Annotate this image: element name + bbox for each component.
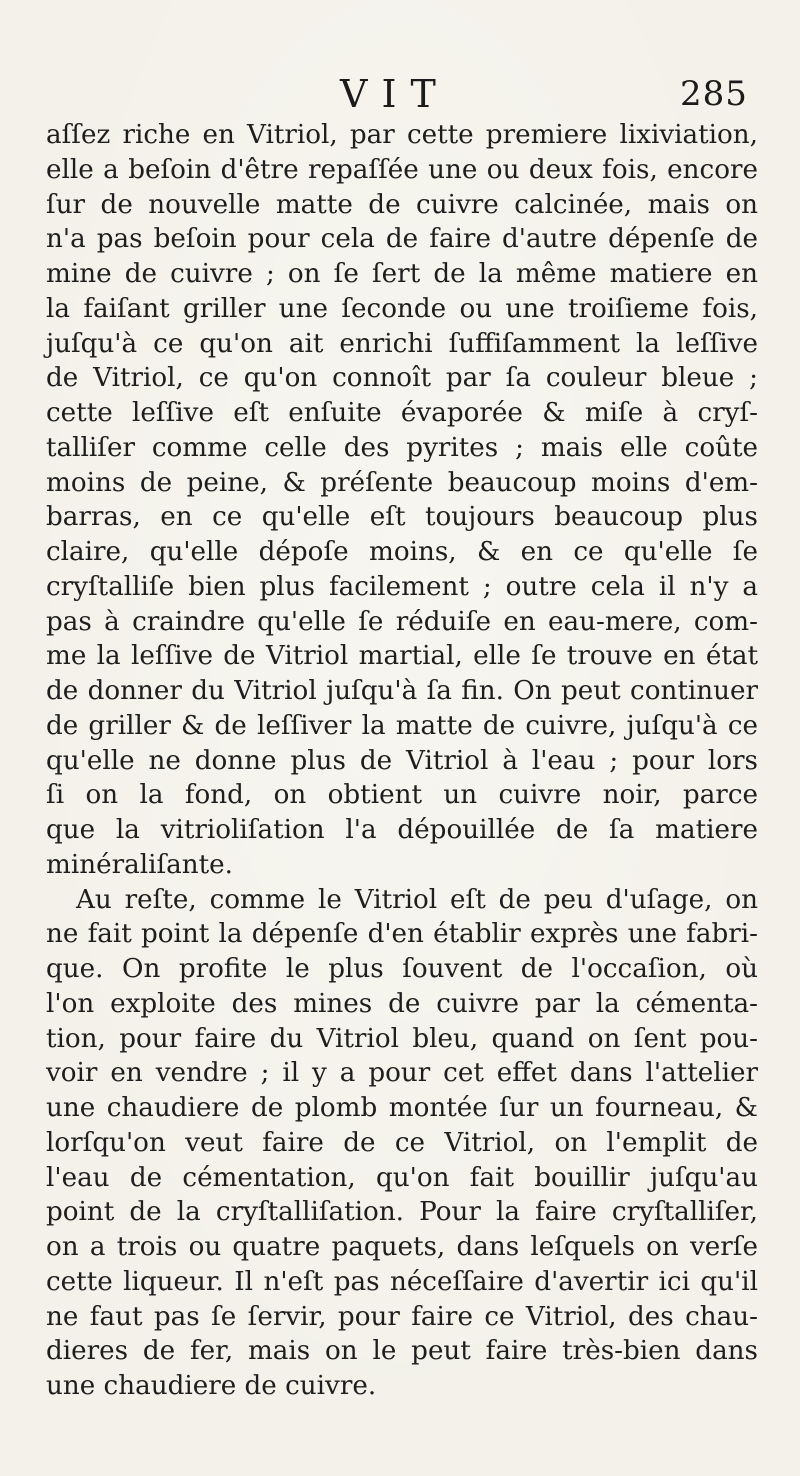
text-line: la faiſant griller une ſeconde ou une troiſieme fois, [46,293,758,324]
text-line: lorſqu'on veut faire de ce Vitriol, on l'emplit de [46,1127,758,1158]
page-header [0,68,800,120]
text-line: voir en vendre ; il y a pour cet effet dans l'attelier [46,1058,758,1089]
text-line: de Vitriol, ce qu'on connoît par ſa couleur bleue ; [46,363,758,394]
text-line: barras, en ce qu'elle eſt toujours beaucoup plus [46,502,758,533]
text-line: ſur de nouvelle matte de cuivre calcinée, mais on [46,189,758,220]
text-line: cryſtalliſe bien plus facilement ; outre cela il n'y a [46,571,758,602]
text-line: dieres de fer, mais on le peut faire très-bien dans [46,1336,758,1367]
page-number: 285 [680,74,748,114]
text-line: elle a beſoin d'être repaſſée une ou deux fois, encore [46,154,758,185]
text-line: de griller & de leſſiver la matte de cuivre, juſqu'à ce [46,710,758,741]
body-text [46,118,758,1404]
text-line: cette leſſive eſt enſuite évaporée & miſe à cryſ- [46,398,758,428]
text-line: pas à craindre qu'elle ſe réduiſe en eau-mere, com- [46,606,758,637]
text-line: me la leſſive de Vitriol martial, elle ſe trouve en état [46,641,758,672]
text-line: on a trois ou quatre paquets, dans leſquels on verſe [46,1232,758,1262]
text-line: aſſez riche en Vitriol, par cette premiere lixiviation, [46,120,758,150]
text-line: Au reſte, comme le Vitriol eſt de peu d'uſage, on [76,884,758,915]
text-line: l'on exploite des mines de cuivre par la cémenta- [46,988,758,1019]
paragraph-1 [46,118,758,883]
text-line: cette liqueur. Il n'eſt pas néceſſaire d'avertir ici qu'il [46,1266,758,1297]
text-line: ne fait point la dépenſe d'en établir exprès une fabri- [46,919,758,950]
text-line: claire, qu'elle dépoſe moins, & en ce qu'elle ſe [46,537,758,567]
running-head: VIT [340,72,450,116]
paragraph-2 [46,883,758,1404]
text-line: qu'elle ne donne plus de Vitriol à l'eau ; pour lors [46,745,758,776]
text-line: minéraliſante. [46,849,233,880]
text-line: de donner du Vitriol juſqu'à ſa fin. On peut continuer [46,676,758,706]
text-line: mine de cuivre ; on ſe ſert de la même matiere en [46,259,758,289]
text-line: point de la cryſtalliſation. Pour la faire cryſtalliſer, [46,1197,758,1228]
text-line: que la vitrioliſation l'a dépouillée de ſa matiere [46,815,758,845]
text-line: l'eau de cémentation, qu'on fait bouillir juſqu'au [46,1162,758,1193]
text-line: ſi on la fond, on obtient un cuivre noir, parce [46,780,758,811]
text-line: tion, pour faire du Vitriol bleu, quand on ſent pou- [46,1023,758,1054]
text-line: moins de peine, & préſente beaucoup moins d'em- [46,467,758,498]
text-line: une chaudiere de plomb montée ſur un fourneau, & [46,1093,758,1123]
text-line: juſqu'à ce qu'on ait enrichi ſuffiſamment la leſſive [46,328,758,359]
text-line: talliſer comme celle des pyrites ; mais elle coûte [46,432,758,463]
text-line: ne faut pas ſe ſervir, pour faire ce Vitriol, des chau- [46,1301,758,1332]
text-line: une chaudiere de cuivre. [46,1371,377,1401]
text-line: que. On profite le plus ſouvent de l'occaſion, où [46,954,758,984]
text-line: n'a pas beſoin pour cela de faire d'autre dépenſe de [46,224,758,255]
